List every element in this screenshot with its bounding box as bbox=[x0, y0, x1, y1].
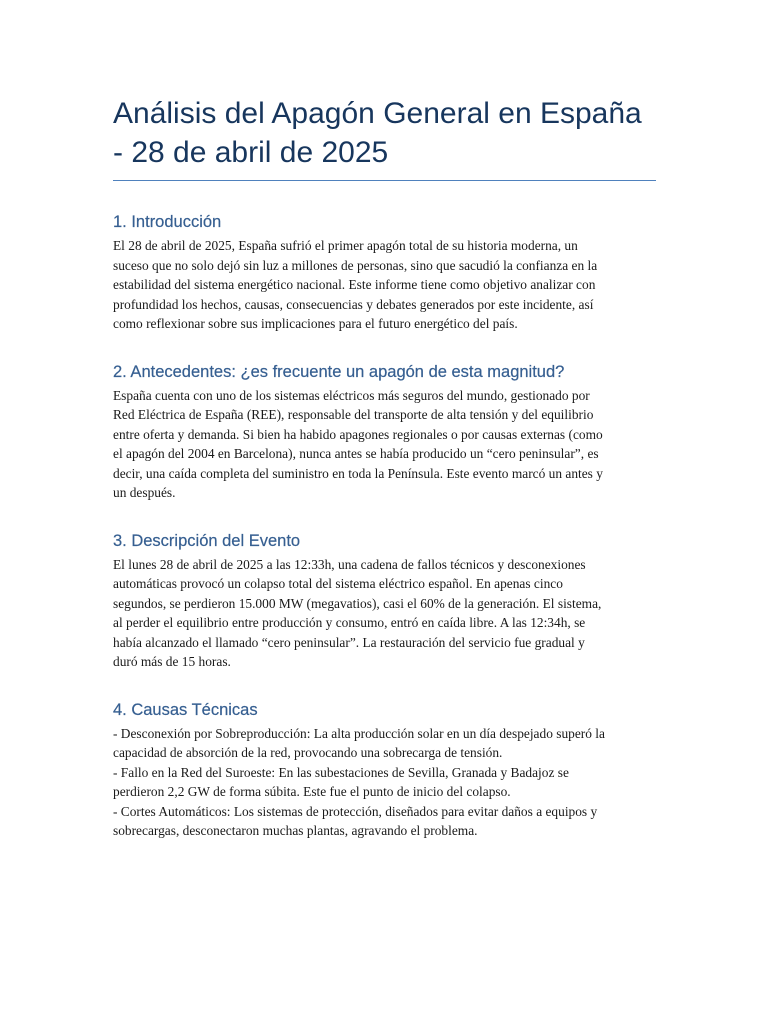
section-causas-tecnicas bbox=[113, 700, 658, 841]
text-line: al perder el equilibrio entre producción y consumo, entró en caída libre. A las 12:34h, se bbox=[113, 615, 586, 630]
text-line: perdieron 2,2 GW de forma súbita. Este fue el punto de inicio del colapso. bbox=[113, 784, 511, 799]
section-descripcion-evento bbox=[113, 531, 658, 672]
text-line: sobrecargas, desconectaron muchas plantas, agravando el problema. bbox=[113, 823, 478, 838]
text-line: decir, una caída completa del suministro en toda la Península. Este evento marcó un antes y bbox=[113, 465, 603, 481]
text-line: - Cortes Automáticos: Los sistemas de protección, diseñados para evitar daños a equipos y bbox=[113, 803, 598, 819]
section-paragraph bbox=[113, 724, 658, 841]
document-page bbox=[113, 94, 658, 841]
text-line: estabilidad del sistema energético nacional. Este informe tiene como objetivo analizar con bbox=[113, 277, 596, 292]
section-heading: 2. Antecedentes: ¿es frecuente un apagón de esta magnitud? bbox=[113, 362, 565, 381]
text-line: - Fallo en la Red del Suroeste: En las subestaciones de Sevilla, Granada y Badajoz se bbox=[113, 764, 569, 780]
text-line: había alcanzado el llamado “cero peninsular”. La restauración del servicio fue gradual y bbox=[113, 634, 585, 650]
section-paragraph bbox=[113, 555, 658, 672]
text-line: profundidad los hechos, causas, consecuencias y debates generados por este incidente, así bbox=[113, 296, 594, 312]
text-line: el apagón del 2004 en Barcelona), nunca antes se había producido un “cero peninsular”, es bbox=[113, 446, 599, 461]
section-introduccion bbox=[113, 212, 658, 334]
text-line: capacidad de absorción de la red, provocando una sobrecarga de tensión. bbox=[113, 745, 503, 760]
text-line: un después. bbox=[113, 485, 176, 500]
text-line: El 28 de abril de 2025, España sufrió el primer apagón total de su historia moderna, un bbox=[113, 238, 578, 253]
text-line: automáticas provocó un colapso total del sistema eléctrico español. En apenas cinco bbox=[113, 576, 563, 591]
text-line: suceso que no solo dejó sin luz a millones de personas, sino que sacudió la confianza en la bbox=[113, 257, 598, 273]
text-line: El lunes 28 de abril de 2025 a las 12:33h, una cadena de fallos técnicos y desconexiones bbox=[113, 556, 586, 572]
section-heading: 1. Introducción bbox=[113, 213, 222, 231]
text-line: como reflexionar sobre sus implicaciones para el futuro energético del país. bbox=[113, 316, 518, 331]
section-paragraph bbox=[113, 386, 658, 503]
section-paragraph bbox=[113, 236, 658, 334]
text-line: España cuenta con uno de los sistemas eléctricos más seguros del mundo, gestionado por bbox=[113, 387, 590, 403]
text-line: segundos, se perdieron 15.000 MW (megavatios), casi el 60% de la generación. El sistema, bbox=[113, 595, 602, 611]
document-title: Análisis del Apagón General en España - 28 de abril de 2025 bbox=[113, 94, 656, 181]
section-heading: 3. Descripción del Evento bbox=[113, 531, 301, 550]
text-line: entre oferta y demanda. Si bien ha habido apagones regionales o por causas externas (como bbox=[113, 426, 603, 442]
text-line: Red Eléctrica de España (REE), responsable del transporte de alta tensión y del equilibrio bbox=[113, 407, 594, 422]
text-line: duró más de 15 horas. bbox=[113, 654, 231, 669]
text-line: - Desconexión por Sobreproducción: La alta producción solar en un día despejado superó la bbox=[113, 725, 605, 741]
section-antecedentes bbox=[113, 362, 658, 503]
section-heading: 4. Causas Técnicas bbox=[113, 700, 258, 719]
